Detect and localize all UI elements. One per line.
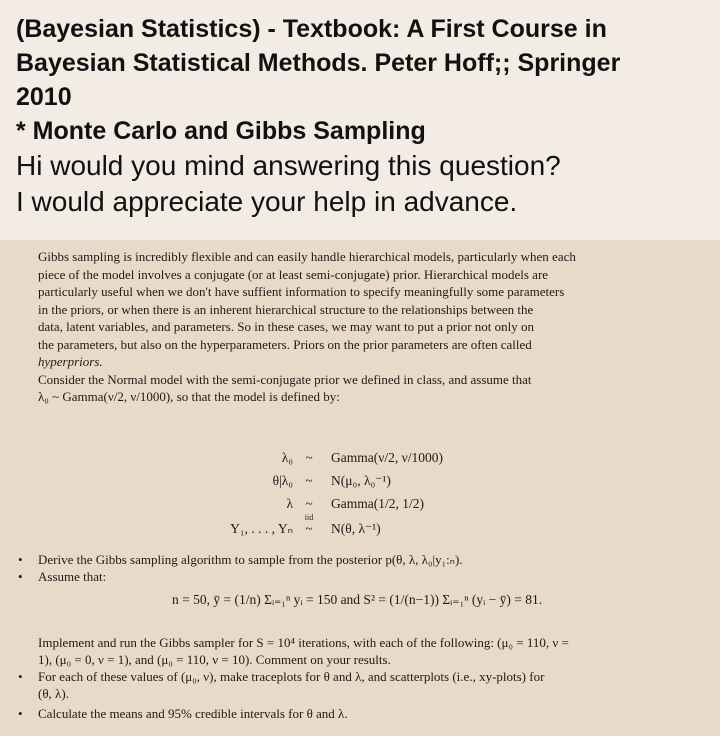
intro-line: particularly useful when we don't have suffient information to specify meaningfully some parameters <box>38 284 565 299</box>
intro-line: piece of the model involves a conjugate (or at least semi-conjugate) prior. Hierarchical models are <box>38 266 549 282</box>
implement-line-2: 1), (μ₀ = 0, ν = 1), and (μ₀ = 110, ν = 10). Comment on your results. <box>38 652 391 667</box>
bullet-derive: Derive the Gibbs sampling algorithm to sample from the posterior p(θ, λ, λ₀|y₁:ₙ). <box>38 552 463 567</box>
intro-line: hyperpriors. <box>38 354 103 369</box>
intro-line: Gibbs sampling is incredibly flexible and can easily handle hierarchical models, particularly when each <box>38 249 576 264</box>
model-lhs: λ₀ <box>281 450 293 465</box>
bullet-traceplots-line-1: For each of these values of (μ₀, ν), make traceplots for θ and λ, and scatterplots (i.e., xy-plots) for <box>38 669 545 684</box>
model-op: ~ <box>305 496 313 511</box>
bullet-dot: • <box>18 569 23 584</box>
model-rhs: Gamma(ν/2, ν/1000) <box>331 450 443 465</box>
model-op: ~ <box>305 450 313 465</box>
model-rhs: N(μ₀, λ₀⁻¹) <box>331 473 391 488</box>
header-title-line-1: (Bayesian Statistics) - Textbook: A First Course in <box>16 15 607 43</box>
header-title-line-3: 2010 <box>16 83 72 111</box>
model-lhs: θ|λ₀ <box>272 473 293 488</box>
model-rhs: N(θ, λ⁻¹) <box>331 521 381 536</box>
model-intro-line: λ₀ ~ Gamma(ν/2, ν/1000), so that the model is defined by: <box>38 389 340 404</box>
bullet-dot: • <box>18 669 23 684</box>
iid-tilde: ~ <box>305 521 313 536</box>
textbook-excerpt-image <box>0 240 720 736</box>
intro-line: data, latent variables, and parameters. So in these cases, we may want to put a prior not only on <box>38 319 535 334</box>
bullet-dot: • <box>18 552 23 567</box>
bullet-means: Calculate the means and 95% credible intervals for θ and λ. <box>38 706 348 721</box>
summary-statistics: n = 50, ȳ = (1/n) Σᵢ₌₁ⁿ yᵢ = 150 and S² = (1/(n−1)) Σᵢ₌₁ⁿ (yᵢ − ȳ) = 81. <box>172 592 543 607</box>
bullet-assume: Assume that: <box>38 569 107 584</box>
implement-line-1: Implement and run the Gibbs sampler for S = 10⁴ iterations, with each of the following: (μ₀ = 110, ν = <box>38 635 569 650</box>
bullet-traceplots-line-2: (θ, λ). <box>38 686 69 701</box>
model-intro-line: Consider the Normal model with the semi-conjugate prior we defined in class, and assume that <box>38 371 532 387</box>
intro-line: in the priors, or when there is an inherent hierarchical structure to the relationships between the <box>38 301 534 317</box>
question-line-2: I would appreciate your help in advance. <box>16 186 518 217</box>
header-topic: * Monte Carlo and Gibbs Sampling <box>16 117 426 145</box>
bullet-dot: • <box>18 706 23 721</box>
question-line-1: Hi would you mind answering this question? <box>16 150 561 181</box>
model-op: ~ <box>305 473 313 488</box>
model-lhs: Y₁, . . . , Yₙ <box>230 521 293 536</box>
intro-paragraph <box>38 248 698 406</box>
intro-line: the parameters, but also on the hyperparameters. Priors on the prior parameters are often called <box>38 336 532 352</box>
header-title-line-2: Bayesian Statistical Methods. Peter Hoff;; Springer <box>16 49 621 77</box>
model-lhs: λ <box>286 496 293 511</box>
iid-label: iid <box>304 513 314 522</box>
question-header <box>16 12 706 220</box>
model-op <box>300 513 318 537</box>
model-rhs: Gamma(1/2, 1/2) <box>331 496 424 511</box>
